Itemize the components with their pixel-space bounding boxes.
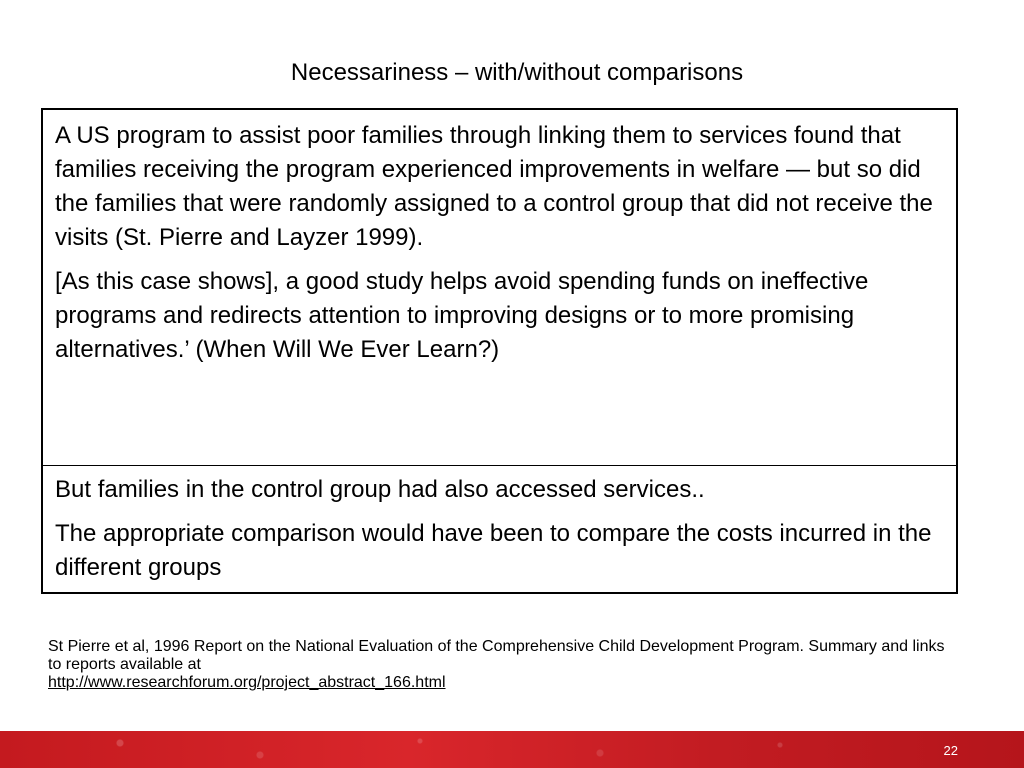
table-cell-top bbox=[43, 110, 956, 466]
slide-title: Necessariness – with/without comparisons bbox=[290, 59, 744, 86]
top-paragraph-2: [As this case shows], a good study helps avoid spending funds on ineffective programs and redirects attention to improving designs or to more promising alternatives.’ (When Will We Ever Learn?) bbox=[55, 268, 869, 363]
content-table bbox=[41, 108, 958, 594]
top-paragraph-1: A US program to assist poor families through linking them to services found that families receiving the program experienced improvements in welfare — but so did the families that were randomly assigned to a control group that did not receive the visits (St. Pierre and Layzer 1999). bbox=[55, 122, 933, 251]
bottom-paragraph-2: The appropriate comparison would have been to compare the costs incurred in the different groups bbox=[55, 520, 932, 581]
footer-band bbox=[0, 731, 1024, 768]
page-number: 22 bbox=[943, 743, 958, 758]
footnote-link[interactable]: http://www.researchforum.org/project_abstract_166.html bbox=[48, 674, 446, 691]
footnote-text: St Pierre et al, 1996 Report on the National Evaluation of the Comprehensive Child Development Program. Summary and links to reports available at bbox=[48, 638, 945, 673]
bottom-paragraph-1: But families in the control group had also accessed services.. bbox=[55, 476, 705, 503]
table-cell-bottom bbox=[43, 466, 956, 592]
footnote bbox=[48, 638, 948, 692]
